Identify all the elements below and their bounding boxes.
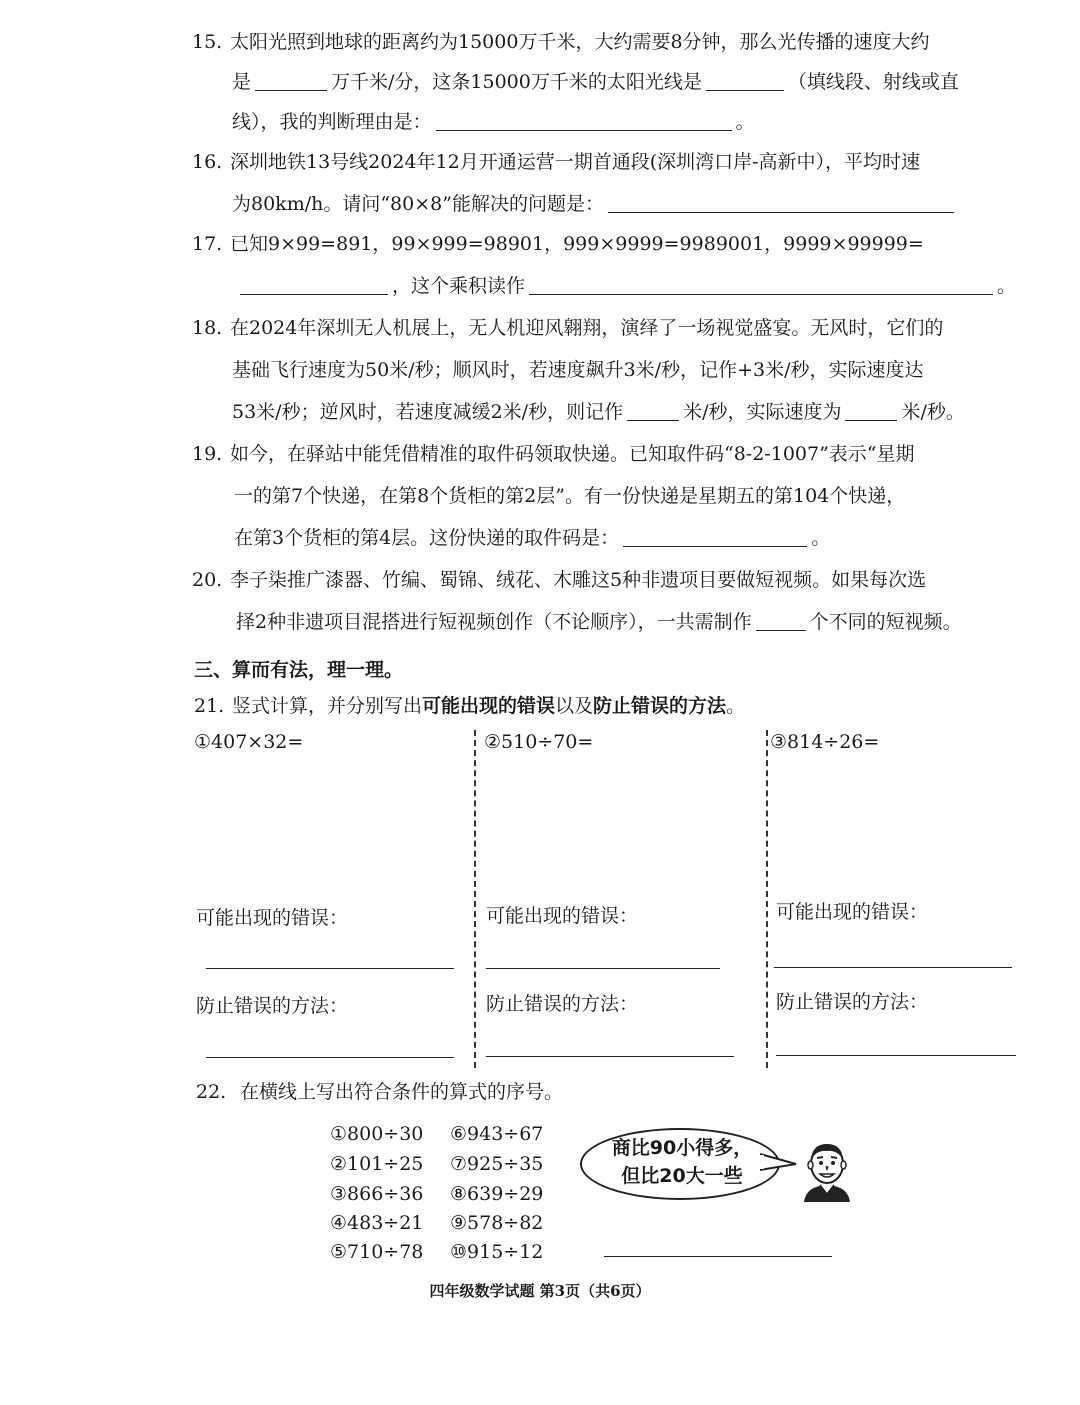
q18-line1: 18. 在2024年深圳无人机展上，无人机迎风翱翔，演绎了一场视觉盛宴。无风时，它们的: [192, 317, 944, 339]
q17-line1: 17. 已知9×99=891，99×999=98901，999×9999=9989001，9999×99999=: [192, 233, 924, 255]
q21-expr-1: ①407×32=: [194, 731, 304, 753]
column-divider-1: [474, 730, 476, 1068]
speech-bubble-tail: [760, 1150, 800, 1174]
q21-prevent-label-3: 防止错误的方法：: [776, 991, 929, 1013]
q21-expr-2: ②510÷70=: [484, 731, 594, 753]
q21-prevent-blank-2[interactable]: [486, 1056, 734, 1057]
q20-line1: 20. 李子柒推广漆器、竹编、蜀锦、绒花、木雕这5种非遗项目要做短视频。如果每次选: [192, 569, 927, 591]
q22-intro: 22. 在横线上写出符合条件的算式的序号。: [196, 1081, 564, 1103]
q15-line3: 线），我的判断理由是： 。: [232, 111, 755, 133]
q19-line1: 19. 如今，在驿站中能凭借精准的取件码领取快递。已知取件码“8-2-1007”表示“星期: [192, 443, 915, 465]
q22-left-item-1: ①800÷30: [330, 1123, 424, 1145]
q21-prevent-label-2: 防止错误的方法：: [486, 993, 639, 1015]
q15-line1: 15. 太阳光照到地球的距离约为15000万千米，大约需要8分钟，那么光传播的速度大约: [192, 31, 930, 53]
q15-blank-line-type[interactable]: [706, 70, 784, 91]
q19-line2: 一的第7个快递，在第8个货柜的第2层”。有一份快递是星期五的第104个快递，: [234, 485, 906, 507]
q19-blank-code[interactable]: [623, 526, 807, 547]
q21-error-blank-1[interactable]: [206, 968, 454, 969]
q16-line1: 16. 深圳地铁13号线2024年12月开通运营一期首通段(深圳湾口岸-高新中），平均时速: [192, 151, 921, 173]
q22-right-item-3: ⑧639÷29: [450, 1183, 544, 1205]
q21-error-label-1: 可能出现的错误：: [196, 907, 349, 929]
q17-blank-product[interactable]: [240, 274, 388, 295]
q20-line2: 择2种非遗项目混搭进行短视频创作（不论顺序），一共需制作 个不同的短视频。: [236, 611, 962, 633]
q20-blank-count[interactable]: [756, 610, 806, 631]
q21-prevent-blank-1[interactable]: [206, 1057, 454, 1058]
boy-avatar-icon: [800, 1138, 854, 1206]
q22-left-item-4: ④483÷21: [330, 1212, 424, 1234]
page-footer: 四年级数学试题 第3页（共6页）: [429, 1282, 651, 1300]
q21-prevent-blank-3[interactable]: [776, 1055, 1016, 1056]
q22-right-item-4: ⑨578÷82: [450, 1212, 544, 1234]
q21-error-blank-3[interactable]: [774, 967, 1012, 968]
q22-answer-blank[interactable]: [604, 1256, 832, 1257]
bubble-text-line1: 商比90小得多，: [611, 1137, 753, 1159]
q21-intro: 21. 竖式计算，并分别写出可能出现的错误以及防止错误的方法。: [194, 695, 746, 717]
q21-prevent-label-1: 防止错误的方法：: [196, 995, 349, 1017]
q18-line2: 基础飞行速度为50米/秒；顺风时，若速度飙升3米/秒，记作+3米/秒，实际速度达: [232, 359, 924, 381]
section-3-title: 三、算而有法，理一理。: [194, 659, 404, 681]
q18-line3: 53米/秒；逆风时，若速度减缓2米/秒，则记作 米/秒，实际速度为 米/秒。: [232, 401, 965, 423]
q15-blank-reason[interactable]: [436, 110, 732, 131]
q19-line3: 在第3个货柜的第4层。这份快递的取件码是： 。: [234, 527, 831, 549]
q22-left-item-2: ②101÷25: [330, 1153, 424, 1175]
q17-blank-reading[interactable]: [529, 274, 993, 295]
q22-right-item-5: ⑩915÷12: [450, 1241, 544, 1263]
bubble-text-line2: 但比20大一些: [621, 1165, 743, 1187]
q22-right-item-2: ⑦925÷35: [450, 1153, 544, 1175]
q18-blank-actual-speed[interactable]: [845, 400, 897, 421]
q21-error-label-2: 可能出现的错误：: [486, 905, 639, 927]
q22-left-item-3: ③866÷36: [330, 1183, 424, 1205]
q15-line2: 是 万千米/分，这条15000万千米的太阳光线是 （填线段、射线或直: [232, 71, 959, 93]
q17-line2: ，这个乘积读作 。: [240, 272, 1016, 300]
q22-left-item-5: ⑤710÷78: [330, 1241, 424, 1263]
q21-expr-3: ③814÷26=: [770, 731, 880, 753]
q16-blank-problem[interactable]: [608, 192, 954, 213]
column-divider-2: [766, 730, 768, 1068]
q15-blank-speed[interactable]: [255, 70, 327, 91]
q21-error-blank-2[interactable]: [486, 968, 720, 969]
q18-blank-record[interactable]: [627, 400, 679, 421]
q22-right-item-1: ⑥943÷67: [450, 1123, 544, 1145]
q21-error-label-3: 可能出现的错误：: [776, 901, 929, 923]
q16-line2: 为80km/h。请问“80×8”能解决的问题是：: [232, 190, 958, 218]
